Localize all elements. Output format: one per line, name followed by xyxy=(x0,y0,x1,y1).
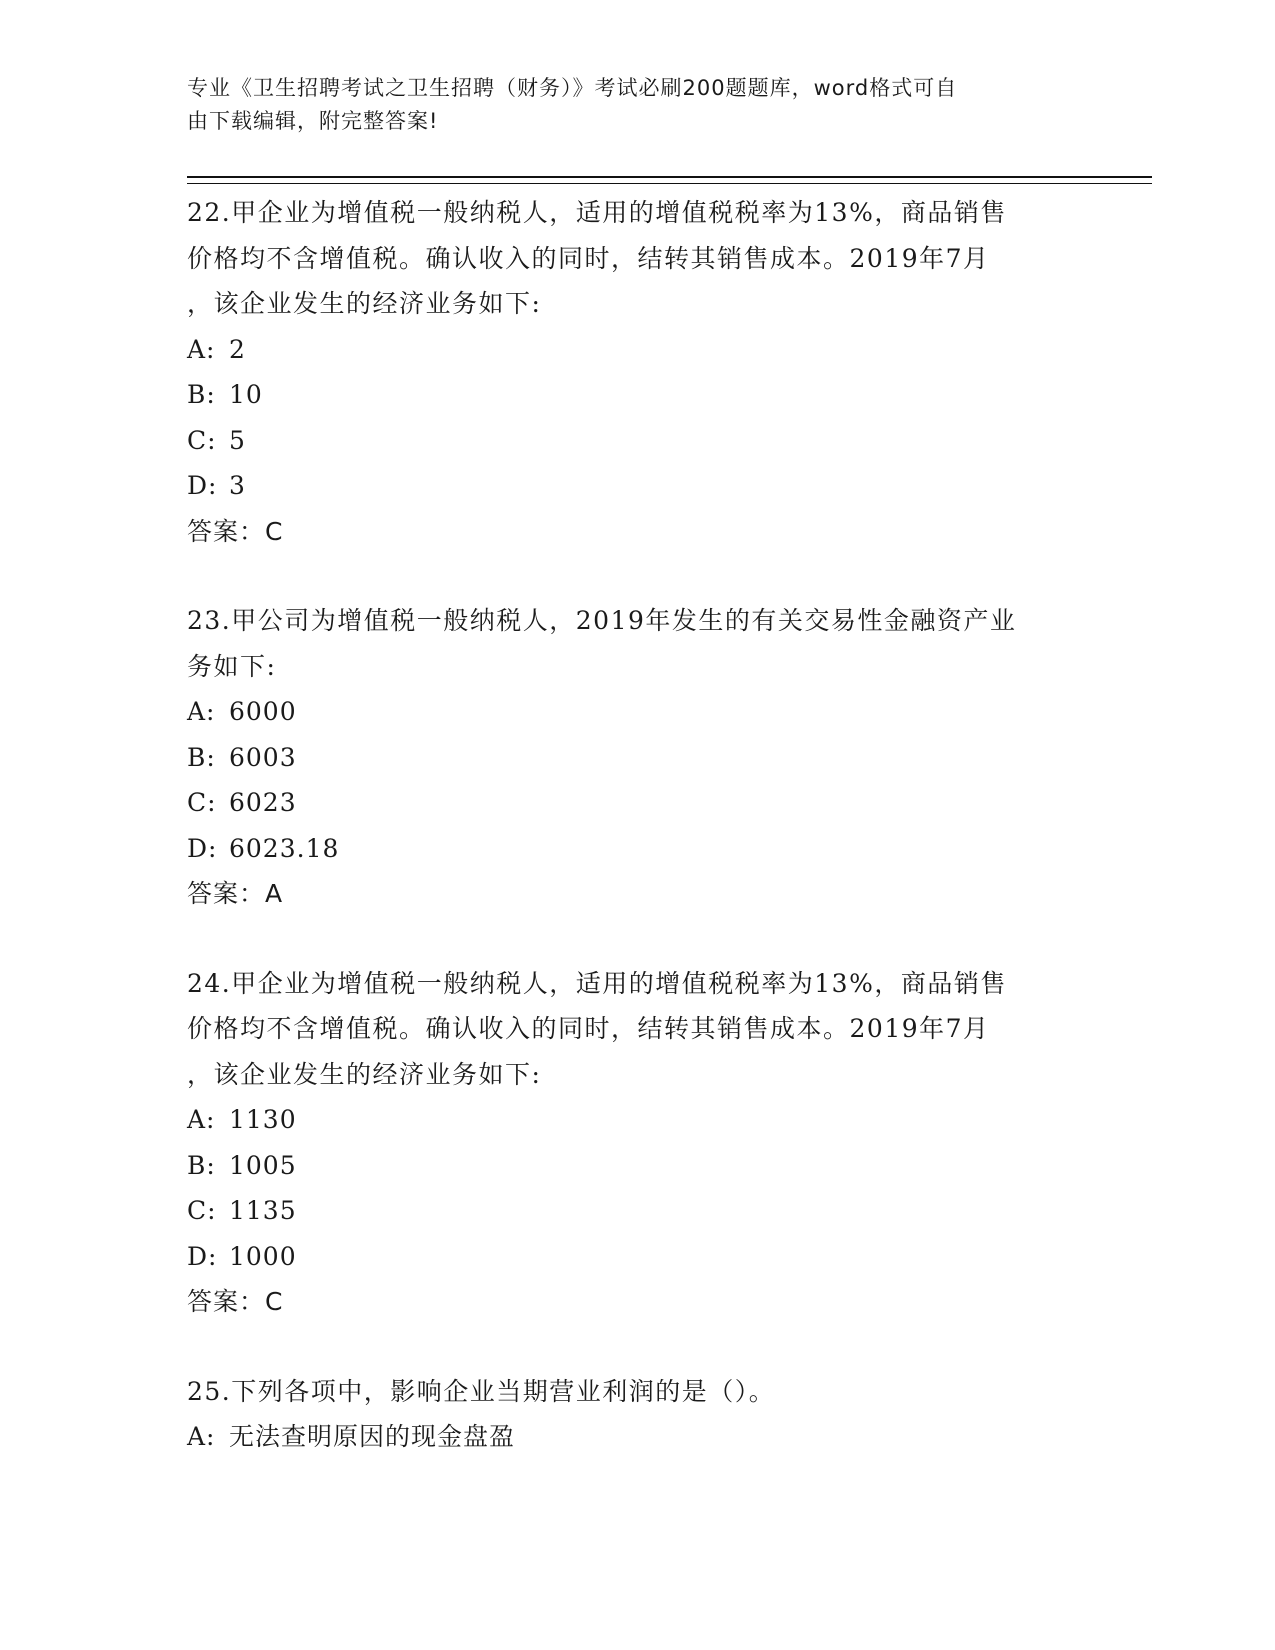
option-a xyxy=(187,327,1087,373)
option-letter: A: xyxy=(187,1105,216,1134)
stem-line: 价格均不含增值税。确认收入的同时，结转其销售成本。2019年7月 xyxy=(187,1014,990,1043)
option-letter: B: xyxy=(187,380,216,409)
option-b xyxy=(187,1143,1087,1189)
option-text: 1130 xyxy=(229,1105,297,1134)
header-divider-thick xyxy=(187,176,1152,178)
question-list xyxy=(187,190,1087,1504)
option-d xyxy=(187,826,1087,872)
option-d xyxy=(187,1234,1087,1280)
stem-line: 22.甲企业为增值税一般纳税人，适用的增值税税率为13%，商品销售 xyxy=(187,198,1007,227)
option-letter: D: xyxy=(187,1241,218,1271)
option-b xyxy=(187,735,1087,781)
question-item xyxy=(187,190,1087,554)
header-note xyxy=(187,72,1067,138)
stem-line: 务如下: xyxy=(187,651,277,681)
question-stem xyxy=(187,961,1087,1098)
option-letter: D: xyxy=(187,471,218,500)
stem-line: 24.甲企业为增值税一般纳税人，适用的增值税税率为13%，商品销售 xyxy=(187,968,1007,998)
option-text: 6000 xyxy=(229,697,297,726)
stem-line: ，该企业发生的经济业务如下: xyxy=(187,1059,542,1089)
option-letter: B: xyxy=(187,742,216,772)
header-line-1: 专业《卫生招聘考试之卫生招聘（财务）》考试必刷200题题库，word格式可自 xyxy=(187,76,958,100)
question-item xyxy=(187,961,1087,1325)
option-letter: C: xyxy=(187,1196,217,1225)
question-item xyxy=(187,598,1087,917)
option-c xyxy=(187,418,1087,464)
answer-line: 答案：C xyxy=(187,516,284,546)
option-text: 1000 xyxy=(229,1241,297,1271)
question-stem xyxy=(187,190,1087,327)
option-text: 1005 xyxy=(229,1150,297,1180)
option-text: 10 xyxy=(229,380,263,409)
stem-line: 25.下列各项中，影响企业当期营业利润的是（）。 xyxy=(187,1376,776,1406)
option-text: 3 xyxy=(229,471,246,500)
option-c xyxy=(187,1188,1087,1234)
answer-line: 答案：C xyxy=(187,1287,284,1316)
option-a xyxy=(187,1414,1087,1460)
question-stem xyxy=(187,598,1087,689)
option-a xyxy=(187,689,1087,735)
stem-line: ，该企业发生的经济业务如下: xyxy=(187,289,542,318)
option-text: 6023 xyxy=(229,788,297,817)
option-a xyxy=(187,1097,1087,1143)
option-letter: B: xyxy=(187,1150,216,1180)
option-letter: C: xyxy=(187,788,217,817)
option-c xyxy=(187,780,1087,826)
option-d xyxy=(187,463,1087,509)
option-text: 6003 xyxy=(229,742,297,772)
option-text: 5 xyxy=(229,425,246,455)
option-text: 2 xyxy=(229,334,246,364)
option-text: 6023.18 xyxy=(229,833,340,863)
option-letter: A: xyxy=(187,334,216,364)
option-text: 无法查明原因的现金盘盈 xyxy=(229,1422,516,1451)
option-b xyxy=(187,372,1087,418)
stem-line: 价格均不含增值税。确认收入的同时，结转其销售成本。2019年7月 xyxy=(187,243,990,273)
option-letter: A: xyxy=(187,697,216,726)
question-stem xyxy=(187,1369,1087,1415)
header-divider-thin xyxy=(187,183,1152,184)
header-line-2: 由下载编辑，附完整答案! xyxy=(187,109,439,133)
answer-line: 答案：A xyxy=(187,879,284,908)
question-item xyxy=(187,1369,1087,1460)
option-letter: D: xyxy=(187,833,218,863)
option-letter: C: xyxy=(187,425,217,455)
option-text: 1135 xyxy=(229,1196,297,1225)
stem-line: 23.甲公司为增值税一般纳税人，2019年发生的有关交易性金融资产业 xyxy=(187,606,1017,635)
option-letter: A: xyxy=(187,1422,216,1451)
